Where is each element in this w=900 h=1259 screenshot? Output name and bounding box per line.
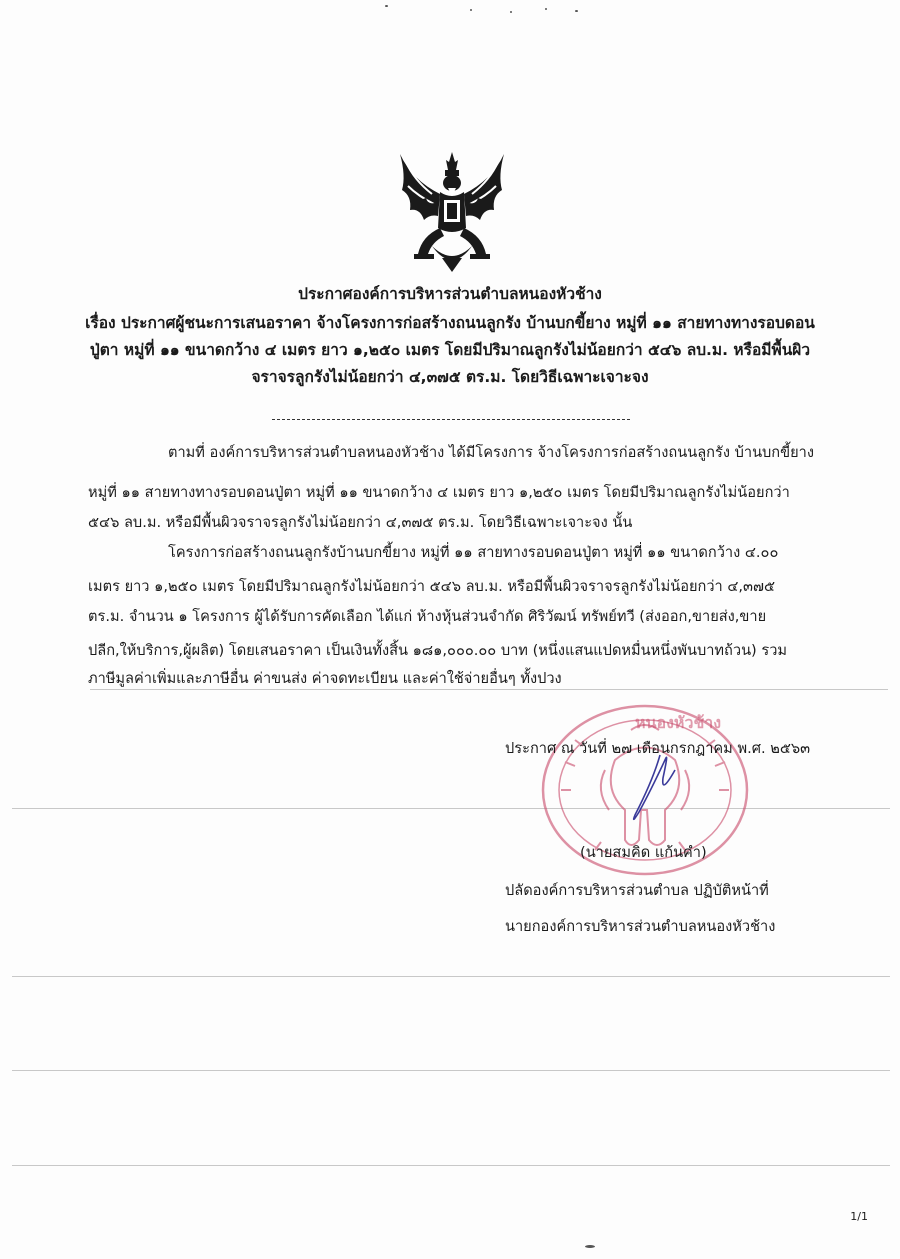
title-separator	[272, 419, 630, 420]
scan-speck	[585, 1245, 595, 1248]
scan-rule	[12, 976, 890, 977]
paragraph-line: โครงการก่อสร้างถนนลูกรังบ้านบกขี้ยาง หมู่ที่ ๑๑ สายทางรอบดอนปู่ตา หมู่ที่ ๑๑ ขนาดกว้าง ๔.๐๐	[168, 544, 779, 561]
scan-speck	[575, 10, 578, 12]
scan-speck	[510, 11, 512, 13]
signer-position: นายกองค์การบริหารส่วนตำบลหนองหัวช้าง	[505, 918, 776, 935]
paragraph-line: เมตร ยาว ๑,๒๕๐ เมตร โดยมีปริมาณลูกรังไม่น้อยกว่า ๕๔๖ ลบ.ม. หรือมีพื้นผิวจราจรลูกรังไม่น้อยกว่า ๔,๓๗๕	[88, 578, 776, 595]
scan-rule	[12, 808, 890, 809]
scan-rule	[12, 1165, 890, 1166]
scan-rule	[12, 1070, 890, 1071]
paragraph-line: ตามที่ องค์การบริหารส่วนตำบลหนองหัวช้าง ได้มีโครงการ จ้างโครงการก่อสร้างถนนลูกรัง บ้านบกขี้ยาง	[168, 444, 814, 461]
subject-line: ปู่ตา หมู่ที่ ๑๑ ขนาดกว้าง ๔ เมตร ยาว ๑,๒๕๐ เมตร โดยมีปริมาณลูกรังไม่น้อยกว่า ๕๔๖ ลบ.ม. หรือมีพื้นผิว	[89, 341, 811, 359]
paragraph-line: ๕๔๖ ลบ.ม. หรือมีพื้นผิวจราจรลูกรังไม่น้อยกว่า ๔,๓๗๕ ตร.ม. โดยวิธีเฉพาะเจาะจง นั้น	[88, 514, 633, 531]
subject-line: เรื่อง ประกาศผู้ชนะการเสนอราคา จ้างโครงการก่อสร้างถนนลูกรัง บ้านบกขี้ยาง หมู่ที่ ๑๑ สายทางทางรอบดอน	[85, 314, 815, 332]
svg-text:หนองหัวช้าง: หนองหัวช้าง	[635, 713, 722, 732]
scan-rule	[90, 689, 888, 690]
document-title: ประกาศองค์การบริหารส่วนตำบลหนองหัวช้าง	[298, 285, 602, 303]
signer-name: (นายสมคิด แก้นคำ)	[580, 844, 707, 861]
scan-speck	[545, 8, 547, 10]
paragraph-line: หมู่ที่ ๑๑ สายทางทางรอบดอนปู่ตา หมู่ที่ ๑๑ ขนาดกว้าง ๔ เมตร ยาว ๑,๒๕๐ เมตร โดยมีปริมาณลูกรังไม่น้อยกว่า	[88, 484, 790, 501]
garuda-emblem-icon	[392, 150, 512, 275]
paragraph-line: ปลีก,ให้บริการ,ผู้ผลิต) โดยเสนอราคา เป็นเงินทั้งสิ้น ๑๘๑,๐๐๐.๐๐ บาท (หนึ่งแสนแปดหมื่นหนึ่งพันบาทถ้วน) รวม	[88, 642, 788, 659]
scan-speck	[385, 5, 388, 7]
page-number: 1/1	[850, 1210, 868, 1223]
paragraph-line: ภาษีมูลค่าเพิ่มและภาษีอื่น ค่าขนส่ง ค่าจดทะเบียน และค่าใช้จ่ายอื่นๆ ทั้งปวง	[88, 670, 562, 687]
paragraph-line: ตร.ม. จำนวน ๑ โครงการ ผู้ได้รับการคัดเลือก ได้แก่ ห้างหุ้นส่วนจำกัด ศิริวัฒน์ ทรัพย์ทวี (ส่งออก,ขายส่ง,ขาย	[88, 608, 767, 625]
subject-line: จราจรลูกรังไม่น้อยกว่า ๔,๓๗๕ ตร.ม. โดยวิธีเฉพาะเจาะจง	[251, 368, 649, 386]
scan-speck	[470, 9, 472, 11]
document-subject	[60, 310, 840, 391]
announce-date: ประกาศ ณ วันที่ ๒๗ เดือนกรกฎาคม พ.ศ. ๒๕๖๓	[505, 740, 811, 757]
signer-position: ปลัดองค์การบริหารส่วนตำบล ปฏิบัติหน้าที่	[505, 882, 769, 899]
